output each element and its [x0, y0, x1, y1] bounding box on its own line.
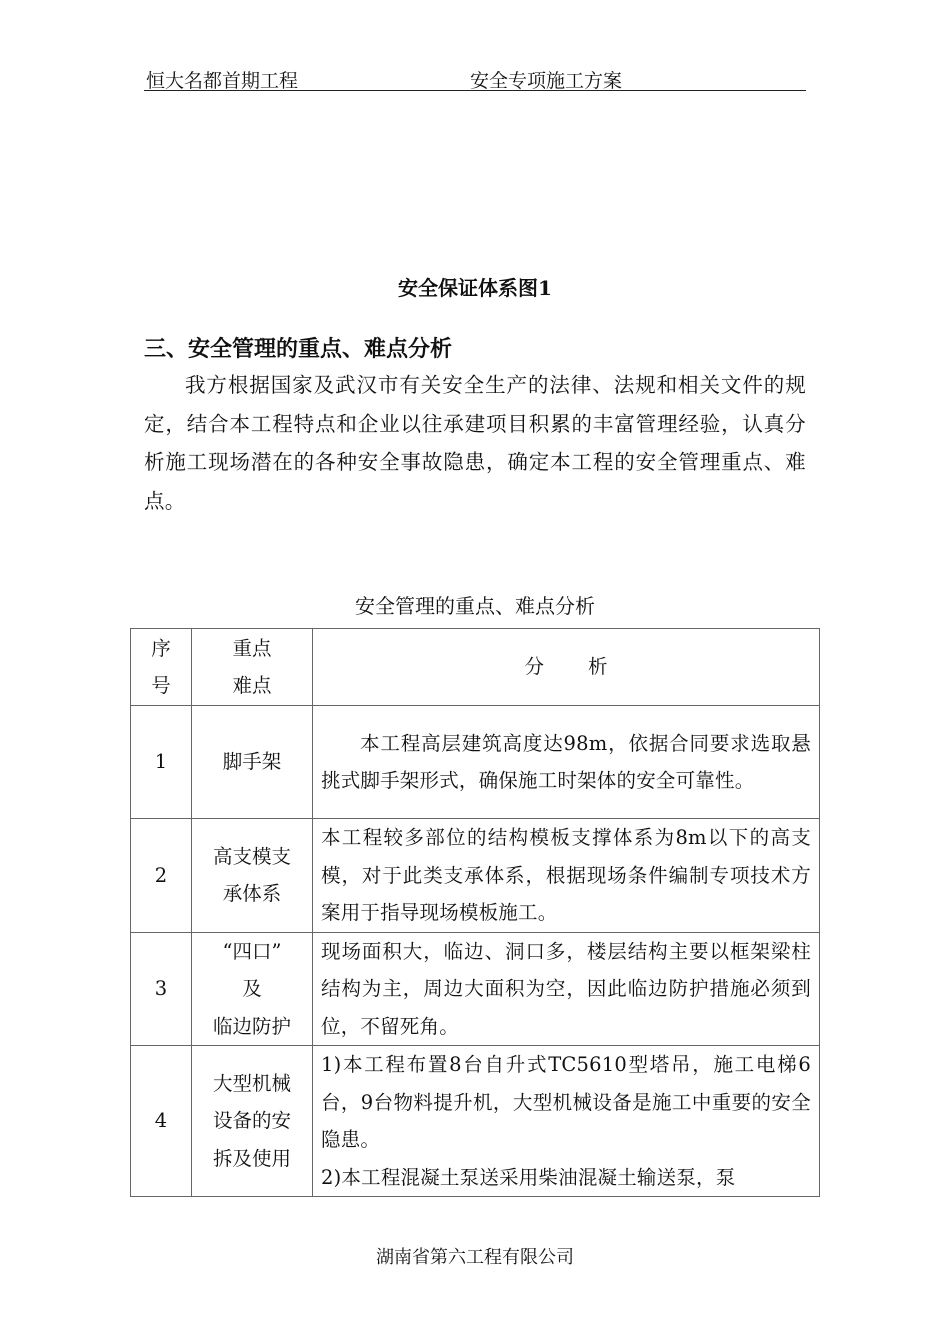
header-document-title: 安全专项施工方案 — [470, 70, 623, 92]
header-cell-analysis: 分析 — [313, 629, 820, 706]
header-no-line1: 序 — [151, 636, 171, 660]
row-number: 2 — [131, 819, 192, 933]
table-header-row — [131, 629, 820, 706]
key-line: 临边防护 — [212, 1014, 291, 1038]
row-key-point: 脚手架 — [192, 706, 313, 819]
page-footer: 湖南省第六工程有限公司 — [376, 1247, 574, 1268]
key-line: 拆及使用 — [212, 1146, 291, 1170]
table-row — [131, 706, 820, 819]
page-header — [144, 62, 806, 91]
header-project-name: 恒大名都首期工程 — [146, 70, 299, 92]
row-key-point — [192, 819, 313, 933]
analysis-table — [130, 628, 820, 1197]
section-heading: 三、安全管理的重点、难点分析 — [144, 336, 453, 362]
row-number: 4 — [131, 1046, 192, 1197]
row-key-point — [192, 932, 313, 1046]
row-analysis: 本工程高层建筑高度达98m，依据合同要求选取悬挑式脚手架形式，确保施工时架体的安全可靠性。 — [313, 706, 820, 819]
key-line: 大型机械 — [212, 1071, 291, 1095]
figure-caption: 安全保证体系图1 — [398, 276, 552, 300]
table-row — [131, 1046, 820, 1197]
row-number: 1 — [131, 706, 192, 819]
table-row — [131, 932, 820, 1046]
row-analysis: 本工程较多部位的结构模板支撑体系为8m以下的高支模，对于此类支承体系，根据现场条件编制专项技术方案用于指导现场模板施工。 — [313, 819, 820, 933]
key-line: 高支模支 — [212, 844, 291, 868]
header-no-line2: 号 — [151, 674, 171, 697]
row-number: 3 — [131, 932, 192, 1046]
analysis-item-1: 1)本工程布置8台自升式TC5610型塔吊，施工电梯6台，9台物料提升机，大型机械设备是施工中重要的安全隐患。 — [321, 1053, 811, 1151]
header-cell-key — [192, 629, 313, 706]
row-analysis — [313, 1046, 820, 1197]
header-key-line1: 重点 — [232, 636, 272, 660]
key-line: 及 — [242, 977, 262, 1000]
row-analysis: 现场面积大，临边、洞口多，楼层结构主要以框架梁柱结构为主，周边大面积为空，因此临边防护措施必须到位，不留死角。 — [313, 932, 820, 1046]
key-line: “四口” — [222, 939, 282, 963]
header-cell-no — [131, 629, 192, 706]
table-title: 安全管理的重点、难点分析 — [355, 594, 595, 618]
key-line: 设备的安 — [212, 1109, 291, 1133]
table-row — [131, 819, 820, 933]
header-key-line2: 难点 — [232, 674, 272, 697]
key-line: 承体系 — [222, 882, 282, 906]
analysis-item-2: 2)本工程混凝土泵送采用柴油混凝土输送泵，泵 — [321, 1165, 736, 1189]
row-key-point — [192, 1046, 313, 1197]
intro-paragraph: 我方根据国家及武汉市有关安全生产的法律、法规和相关文件的规定，结合本工程特点和企业以往承建项目积累的丰富管理经验，认真分析施工现场潜在的各种安全事故隐患，确定本工程的安全管理重点、难点。 — [144, 373, 806, 513]
